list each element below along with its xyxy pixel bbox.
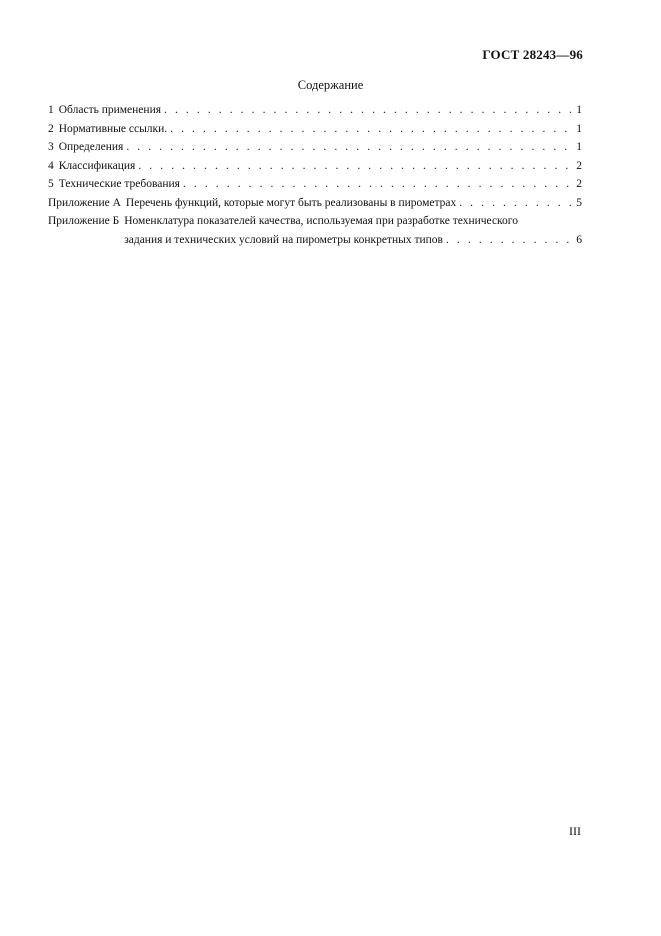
toc-entry-number: 3 xyxy=(48,141,54,153)
toc-entry-title: Нормативные ссылки. xyxy=(58,122,168,135)
toc-entry-3[interactable] xyxy=(48,138,582,157)
toc-entry-number: 2 xyxy=(48,122,54,135)
toc-entry-number: Приложение Б xyxy=(48,215,120,227)
toc-entry-title: Область применения xyxy=(58,104,162,116)
toc-entry-page: 1 xyxy=(576,122,582,135)
toc-entry-title: Номенклатура показателей качества, используемая при разработке технического xyxy=(124,215,518,227)
toc-entry-page: 6 xyxy=(576,233,582,246)
toc-entry-page: 1 xyxy=(576,141,582,153)
dot-leader xyxy=(164,101,572,120)
toc-entry-number: 5 xyxy=(48,178,54,190)
toc-entry-title: Классификация xyxy=(58,159,136,172)
toc-entry-appendix-a[interactable] xyxy=(48,194,582,213)
toc-entry-page: 2 xyxy=(576,178,582,190)
toc-entry-5[interactable] xyxy=(48,175,582,194)
toc-entry-page: 1 xyxy=(576,104,582,116)
dot-leader xyxy=(170,120,572,139)
toc-title: Содержание xyxy=(297,78,364,92)
toc-entry-page: 5 xyxy=(576,196,582,209)
dot-leader xyxy=(138,157,572,176)
dot-leader xyxy=(446,231,572,250)
toc-entry-title: Технические требования xyxy=(58,178,180,190)
toc-entry-1[interactable] xyxy=(48,101,582,120)
toc-entry-2[interactable] xyxy=(48,120,582,139)
dot-leader xyxy=(459,194,572,213)
toc-entry-title: Определения xyxy=(58,141,124,153)
toc-entry-title: Перечень функций, которые могут быть реализованы в пирометрах xyxy=(125,196,457,209)
toc-entry-4[interactable] xyxy=(48,157,582,176)
document-code: ГОСТ 28243—96 xyxy=(482,47,583,62)
toc-entry-page: 2 xyxy=(576,159,582,172)
table-of-contents xyxy=(48,101,582,249)
toc-entry-appendix-b[interactable] xyxy=(48,212,582,249)
dot-leader xyxy=(126,138,572,157)
toc-entry-number: Приложение А xyxy=(48,196,121,209)
toc-entry-number: 4 xyxy=(48,159,54,172)
dot-leader xyxy=(183,175,572,194)
toc-entry-number: 1 xyxy=(48,104,54,116)
toc-entry-title-continued: задания и технических условий на пирометры конкретных типов xyxy=(124,233,443,246)
page-number: III xyxy=(569,824,581,838)
